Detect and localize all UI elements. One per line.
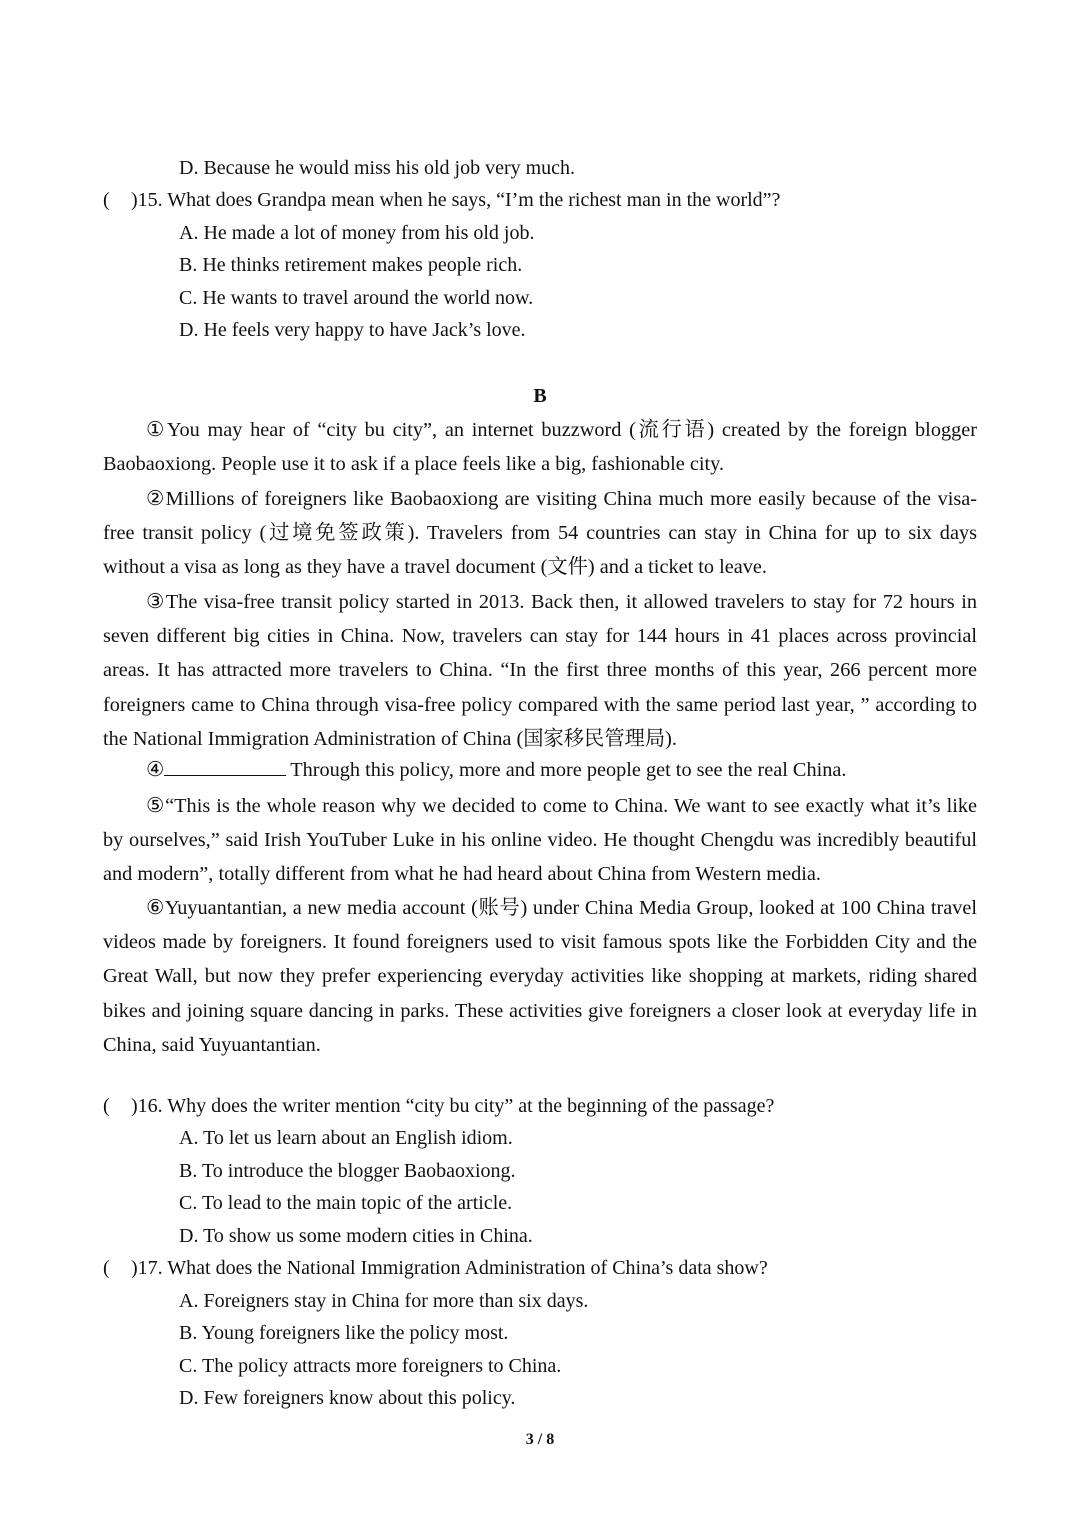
section-heading: B — [533, 385, 547, 407]
option-16-a: A. To let us learn about an English idiom. — [179, 1127, 513, 1149]
option-16-d: D. To show us some modern cities in China. — [179, 1225, 533, 1247]
fill-in-blank[interactable] — [164, 756, 286, 776]
paragraph-4-text: Through this policy, more and more people get to see the real China. — [290, 759, 847, 781]
option-15-d: D. He feels very happy to have Jack’s love. — [179, 319, 526, 341]
option-17-c: C. The policy attracts more foreigners to China. — [179, 1355, 562, 1377]
answer-paren: ( — [103, 1095, 110, 1117]
paragraph-2: ②Millions of foreigners like Baobaoxiong are visiting China much more easily because of the visa-free transit policy (过境免签政策). Travelers from 54 countries can stay in China for up to six days without a visa as long as they have a travel document (文件) and a ticket to leave. — [103, 488, 977, 579]
option-15-a: A. He made a lot of money from his old job. — [179, 222, 535, 244]
paragraph-3: ③The visa-free transit policy started in 2013. Back then, it allowed travelers to stay for 72 hours in seven different big cities in China. Now, travelers can stay for 144 hours in 41 places across provincial areas. It has attracted more travelers to China. “In the first three months of this year, 266 percent more foreigners came to China through visa-free policy compared with the same period last year, ” according to the National Immigration Administration of China (国家移民管理局). — [103, 591, 977, 750]
question-16-stem: )16. Why does the writer mention “city bu city” at the beginning of the passage? — [131, 1095, 775, 1117]
question-17 — [103, 1254, 768, 1282]
option-15-b: B. He thinks retirement makes people rich. — [179, 254, 523, 276]
option-15-c: C. He wants to travel around the world now. — [179, 287, 534, 309]
question-16 — [103, 1092, 774, 1120]
option-17-a: A. Foreigners stay in China for more than six days. — [179, 1290, 589, 1312]
paragraph-4 — [103, 753, 977, 787]
option-14-d: D. Because he would miss his old job very much. — [179, 157, 576, 179]
option-17-d: D. Few foreigners know about this policy. — [179, 1387, 516, 1409]
question-15-stem: )15. What does Grandpa mean when he says, “I’m the richest man in the world”? — [131, 189, 781, 211]
option-16-c: C. To lead to the main topic of the article. — [179, 1192, 513, 1214]
answer-paren: ( — [103, 189, 110, 211]
paragraph-5: ⑤“This is the whole reason why we decided to come to China. We want to see exactly what it’s like by ourselves,” said Irish YouTuber Luke in his online video. He thought Chengdu was incredibly beautiful and modern”, totally different from what he had heard about China from Western media. — [103, 795, 977, 886]
question-15 — [103, 186, 780, 214]
paragraph-1: ①You may hear of “city bu city”, an internet buzzword (流行语) created by the foreign blogger Baobaoxiong. People use it to ask if a place feels like a big, fashionable city. — [103, 419, 977, 476]
paragraph-6: ⑥Yuyuantantian, a new media account (账号) under China Media Group, looked at 100 China travel videos made by foreigners. It found foreigners used to visit famous spots like the Forbidden City and the Great Wall, but now they prefer experiencing everyday activities like shopping at markets, riding shared bikes and joining square dancing in parks. These activities give foreigners a closer look at everyday life in China, said Yuyuantantian. — [103, 897, 977, 1056]
paragraph-4-marker: ④ — [146, 759, 165, 781]
option-16-b: B. To introduce the blogger Baobaoxiong. — [179, 1160, 516, 1182]
page-number: 3 / 8 — [525, 1431, 555, 1448]
answer-paren: ( — [103, 1257, 110, 1279]
question-17-stem: )17. What does the National Immigration Administration of China’s data show? — [131, 1257, 768, 1279]
option-17-b: B. Young foreigners like the policy most. — [179, 1322, 509, 1344]
